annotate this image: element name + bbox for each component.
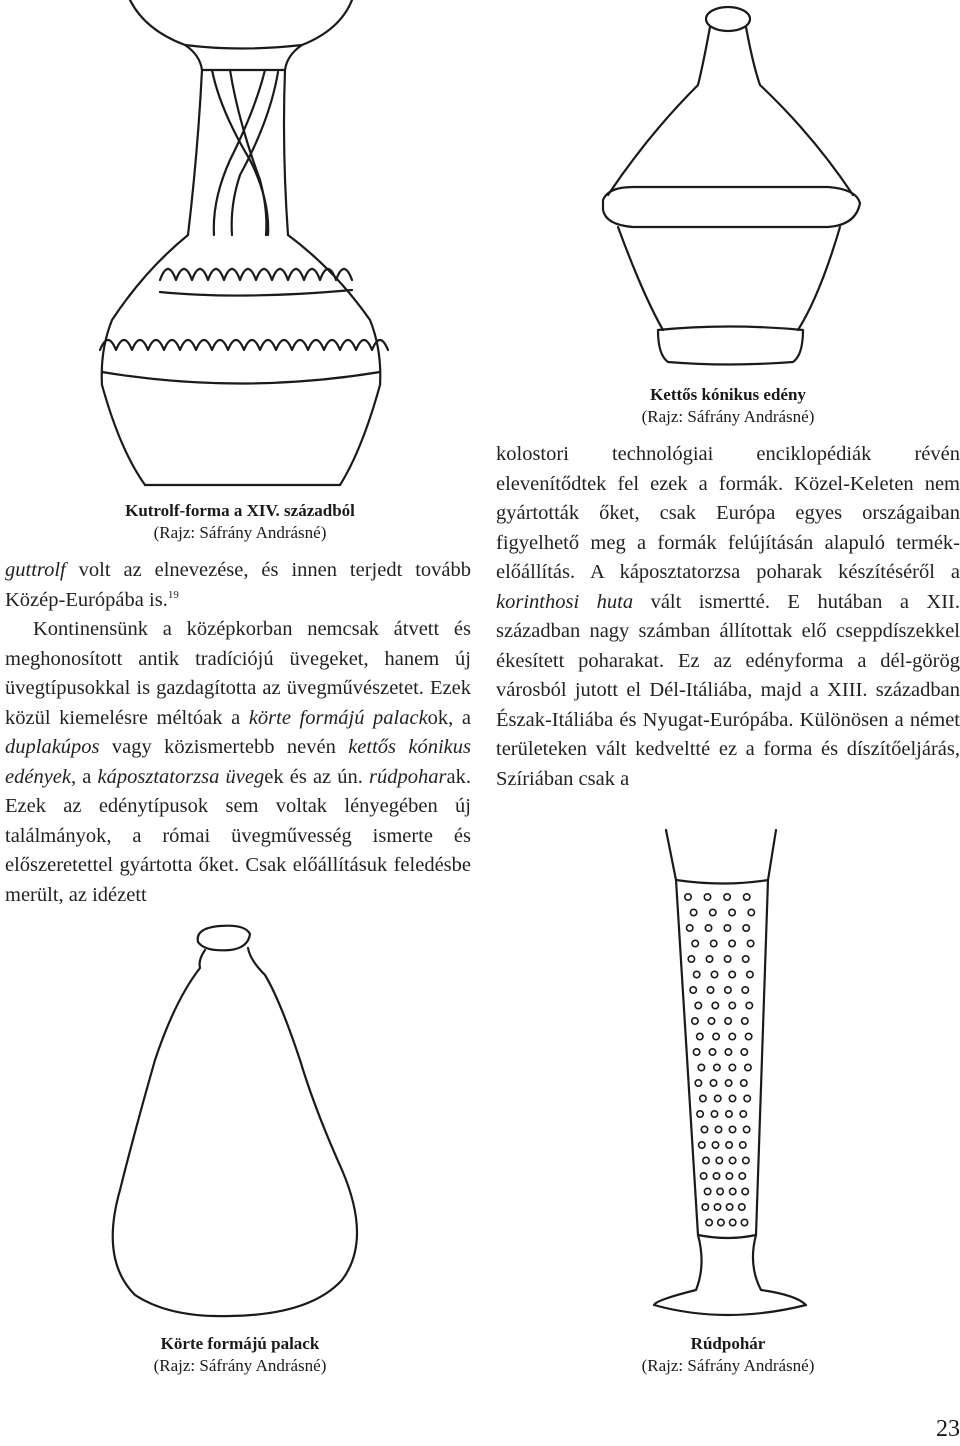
rudpohar-drawing (636, 825, 836, 1330)
left-italic-kettos: kettős kónikus edények, (5, 736, 471, 788)
prunt-dot (739, 1204, 745, 1210)
prunt-dot (742, 987, 748, 993)
prunt-dot (718, 1219, 724, 1225)
prunt-dot (741, 1219, 747, 1225)
rudpohar-caption-title: Rúdpohár (690, 1334, 766, 1353)
kettos-caption (548, 384, 908, 428)
prunt-dot (711, 1111, 717, 1117)
prunt-dot (699, 1142, 705, 1148)
prunt-dot (729, 1095, 735, 1101)
prunt-dot (729, 1002, 735, 1008)
kutrolf-drawing (90, 0, 410, 490)
prunt-dot (746, 1002, 752, 1008)
prunt-dot (704, 1188, 710, 1194)
prunt-dot (745, 1033, 751, 1039)
prunt-dot (711, 940, 717, 946)
prunt-dot (703, 1157, 709, 1163)
left-italic-kaposztatorzsa: káposztatorzsa üveg (97, 765, 265, 788)
left-column-text (5, 556, 471, 910)
prunt-dot (698, 1064, 704, 1070)
korte-drawing (80, 920, 400, 1320)
prunt-dot (701, 1126, 707, 1132)
left-italic-duplakupos: duplakúpos (5, 736, 100, 758)
prunt-dot (726, 1142, 732, 1148)
prunt-dot (742, 1018, 748, 1024)
right-paragraph-1 (496, 440, 960, 794)
prunt-dot (697, 1033, 703, 1039)
prunt-dot (710, 1080, 716, 1086)
prunt-dot (747, 940, 753, 946)
prunt-dot (729, 940, 735, 946)
korte-caption (60, 1333, 420, 1377)
prunt-dot (711, 971, 717, 977)
prunt-dot (741, 1049, 747, 1055)
prunt-dot (743, 925, 749, 931)
prunt-dot (743, 956, 749, 962)
prunt-dot (748, 909, 754, 915)
prunt-dot (744, 894, 750, 900)
right-italic-korinthosi: korinthosi huta (496, 590, 634, 613)
prunt-dot (685, 894, 691, 900)
prunt-dot (745, 1064, 751, 1070)
prunt-dot (725, 1080, 731, 1086)
prunt-dot (729, 1126, 735, 1132)
left-text-3: ok, a (427, 706, 471, 729)
prunt-dot (687, 925, 693, 931)
korte-caption-title: Körte formájú palack (160, 1334, 320, 1353)
right-text-1: kolostori technológiai enciklopédiák révén elevenítődtek fel ezek a formák. Közel-Keleten nem gyártották őket, csak Európa egyes országaiban figyelhető meg a formák felújításán alapuló termék-előállítás. A káposztatorzsa poharak készítéséről a (496, 443, 960, 583)
prunt-dot (729, 1157, 735, 1163)
prunt-dot (704, 894, 710, 900)
prunt-dot (729, 1064, 735, 1070)
rudpohar-caption (548, 1333, 908, 1377)
prunt-dot (724, 925, 730, 931)
prunt-dot (712, 1142, 718, 1148)
prunt-dot (713, 1173, 719, 1179)
right-column-text (496, 440, 960, 794)
prunt-dot (725, 1018, 731, 1024)
page-number: 23 (936, 1416, 960, 1442)
left-italic-guttrolf: guttrolf (5, 559, 66, 581)
prunt-dot (747, 971, 753, 977)
prunt-dot (724, 894, 730, 900)
left-text-4: vagy közismertebb nevén (99, 736, 349, 758)
kutrolf-caption-title: Kutrolf-forma a XIV. századból (125, 501, 355, 520)
prunt-dot (709, 1049, 715, 1055)
left-paragraph-2 (5, 615, 471, 910)
rudpohar-caption-credit: (Rajz: Sáfrány Andrásné) (641, 1356, 815, 1375)
prunt-dot (743, 1126, 749, 1132)
prunt-dot (742, 1188, 748, 1194)
prunt-dot (713, 1033, 719, 1039)
prunt-dot (730, 1188, 736, 1194)
prunt-dot (693, 1049, 699, 1055)
prunt-dot (724, 956, 730, 962)
prunt-dot (715, 1095, 721, 1101)
prunt-dot (725, 1049, 731, 1055)
prunt-dot (726, 1204, 732, 1210)
kettos-caption-title: Kettős kónikus edény (650, 385, 806, 404)
prunt-dot (726, 1173, 732, 1179)
prunt-dot (694, 971, 700, 977)
prunt-dot (692, 940, 698, 946)
prunt-dot (705, 925, 711, 931)
left-paragraph-1 (5, 556, 471, 615)
prunt-dot (706, 1219, 712, 1225)
prunt-dot (708, 1018, 714, 1024)
right-text-2: vált ismertté. E hutában a XII. században nagy számban állítottak elő cseppdíszekkel ékesített poharakat. Ez az edényforma a dél-görög városból jutott el Dél-Itáliába, majd a XIII. században Észak-Itáliába és Nyugat-Európába. Különösen a német területeken vált kedveltté ez a forma és díszítőeljárás, Szíriában csak a (496, 590, 960, 790)
kutrolf-caption (60, 500, 420, 544)
left-text-1: volt az elnevezése, és innen terjedt tovább Közép-Európába is. (5, 559, 471, 611)
korte-caption-credit: (Rajz: Sáfrány Andrásné) (153, 1356, 327, 1375)
prunt-dot (695, 1080, 701, 1086)
prunt-dot (739, 1173, 745, 1179)
left-italic-rudpohar: rúdpohar (369, 765, 447, 788)
kutrolf-caption-credit: (Rajz: Sáfrány Andrásné) (153, 523, 327, 542)
prunt-dot (707, 987, 713, 993)
prunt-dot (725, 987, 731, 993)
left-text-2: Kontinensünk a középkorban nemcsak átvett és meghonosított antik tradíciójú üvegeket, hanem új üvegtípusokkal is gazdagította az üvegművészetet. Ezek közül kiemelésre méltóak a (5, 618, 471, 729)
left-italic-korte: körte formájú palack (248, 706, 428, 729)
kettos-caption-credit: (Rajz: Sáfrány Andrásné) (641, 407, 815, 426)
prunt-dot (690, 909, 696, 915)
prunt-dot (700, 1095, 706, 1101)
prunt-dot (740, 1111, 746, 1117)
prunt-dot (695, 1002, 701, 1008)
prunt-dot (692, 1018, 698, 1024)
left-text-7: ak. Ezek az edénytípusok sem voltak lényegében új találmányok, a római üvegművesség ismerte és előszeretettel gyártotta őket. Csak előállításuk feledésbe merült, az idézett (5, 765, 471, 906)
prunt-dot (716, 1157, 722, 1163)
prunt-dot (702, 1204, 708, 1210)
prunt-dot (714, 1064, 720, 1070)
left-text-6: ek és az ún. (264, 765, 370, 788)
left-text-5: a (76, 765, 98, 788)
prunt-dot (715, 1126, 721, 1132)
prunt-dot (744, 1095, 750, 1101)
prunt-dot (712, 1002, 718, 1008)
footnote-ref-19: 19 (167, 588, 179, 601)
prunt-dot (729, 971, 735, 977)
prunt-dot (714, 1204, 720, 1210)
prunt-dot (730, 1219, 736, 1225)
prunt-dot (741, 1080, 747, 1086)
prunt-dot (700, 1173, 706, 1179)
prunt-dot (729, 909, 735, 915)
prunt-dot (743, 1157, 749, 1163)
prunt-dot (729, 1033, 735, 1039)
prunt-dot (706, 956, 712, 962)
prunt-dot (697, 1111, 703, 1117)
prunt-dot (726, 1111, 732, 1117)
prunt-dot (740, 1142, 746, 1148)
kettos-konikus-drawing (588, 5, 878, 370)
prunt-dot (717, 1188, 723, 1194)
prunt-dot (690, 987, 696, 993)
prunt-dot (710, 909, 716, 915)
prunt-dot (688, 956, 694, 962)
